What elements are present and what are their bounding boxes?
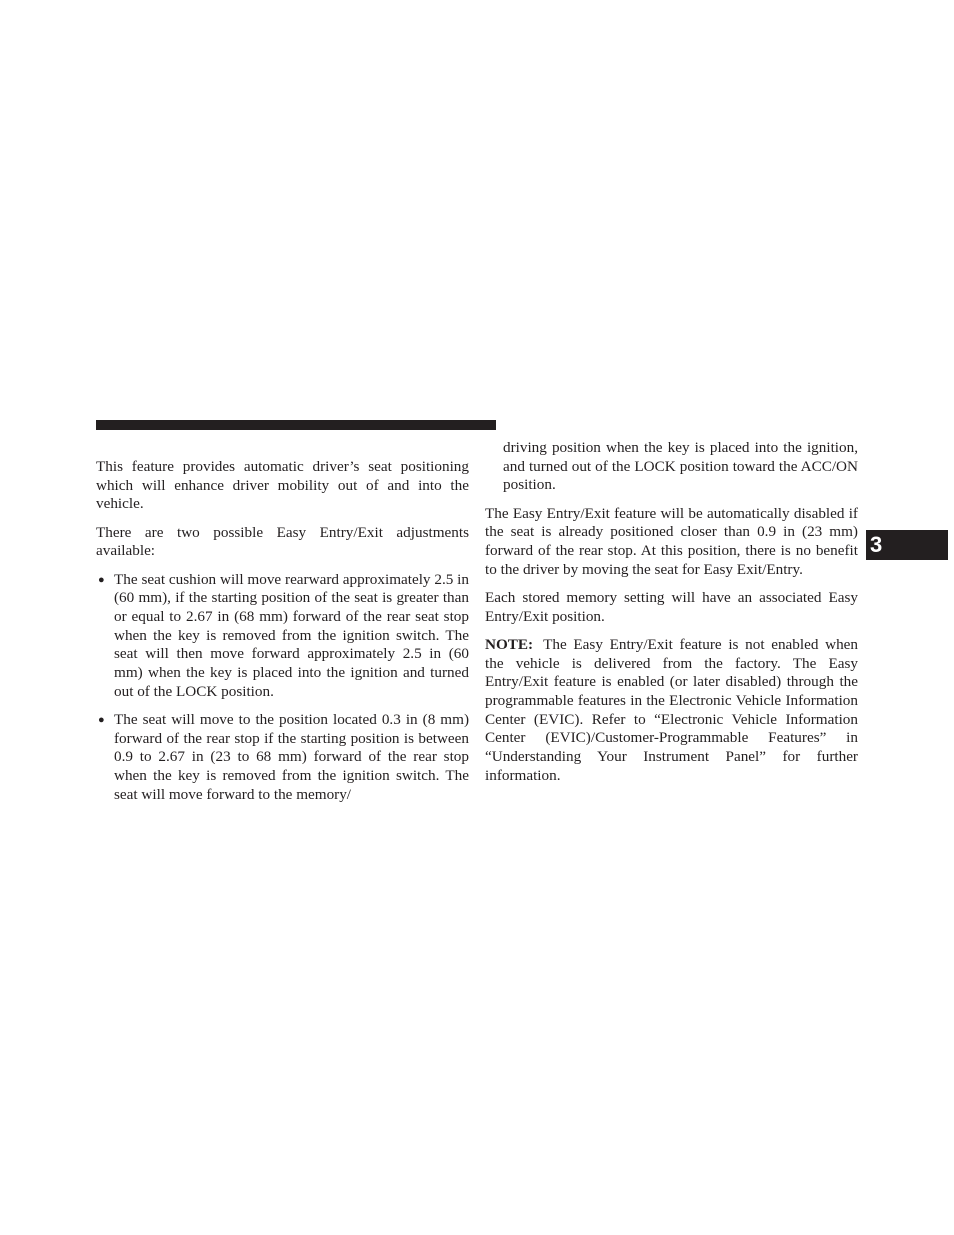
section-header-bar bbox=[96, 420, 496, 430]
chapter-tab bbox=[866, 530, 948, 560]
note-paragraph bbox=[485, 636, 858, 786]
adjustments-intro-paragraph: There are two possible Easy Entry/Exit adjustments available: bbox=[96, 523, 469, 560]
chapter-number: 3 bbox=[870, 532, 883, 557]
list-item bbox=[96, 571, 469, 702]
note-label: NOTE: bbox=[485, 635, 534, 653]
bullet-continuation: driving position when the key is placed into the ignition, and turned out of the LOCK position toward the ACC/ON position. bbox=[503, 439, 858, 494]
intro-paragraph: This feature provides automatic driver’s seat positioning which will enhance driver mobility out of and into the vehicle. bbox=[96, 458, 469, 513]
right-column bbox=[485, 439, 858, 795]
note-text: The Easy Entry/Exit feature is not enabled when the vehicle is delivered from the factory. The Easy Entry/Exit feature is enabled (or later disabled) through the programmable features in the Electronic Vehicle Information Center (EVIC). Refer to “Electronic Vehicle Information Center (EVIC)/Customer-Programmable Features” in “Understanding Your Instrument Panel” for further information. bbox=[485, 635, 858, 784]
bullet-icon: ● bbox=[98, 573, 105, 586]
list-item-text: The seat will move to the position located 0.3 in (8 mm) forward of the rear stop if the starting position is between 0.9 to 2.67 in (23 to 68 mm) forward of the rear stop when the key is removed from the ignition switch. The seat will move forward to the memory/ bbox=[114, 710, 469, 803]
memory-paragraph: Each stored memory setting will have an associated Easy Entry/Exit position. bbox=[485, 588, 858, 625]
bullet-icon: ● bbox=[98, 713, 105, 726]
adjustments-list bbox=[96, 571, 469, 805]
list-item bbox=[96, 711, 469, 805]
disabled-paragraph: The Easy Entry/Exit feature will be automatically disabled if the seat is already positioned closer than 0.9 in (23 mm) forward of the rear stop. At this position, there is no benefit to the driver by moving the seat for Easy Exit/Entry. bbox=[485, 504, 858, 578]
left-column bbox=[96, 458, 469, 814]
list-item-text: The seat cushion will move rearward approximately 2.5 in (60 mm), if the starting position of the seat is greater than or equal to 2.67 in (68 mm) forward of the rear seat stop when the key is removed from the ignition switch. The seat will then move forward approximately 2.5 in (60 mm) when the key is placed into the ignition and turned out of the LOCK position. bbox=[114, 570, 469, 700]
